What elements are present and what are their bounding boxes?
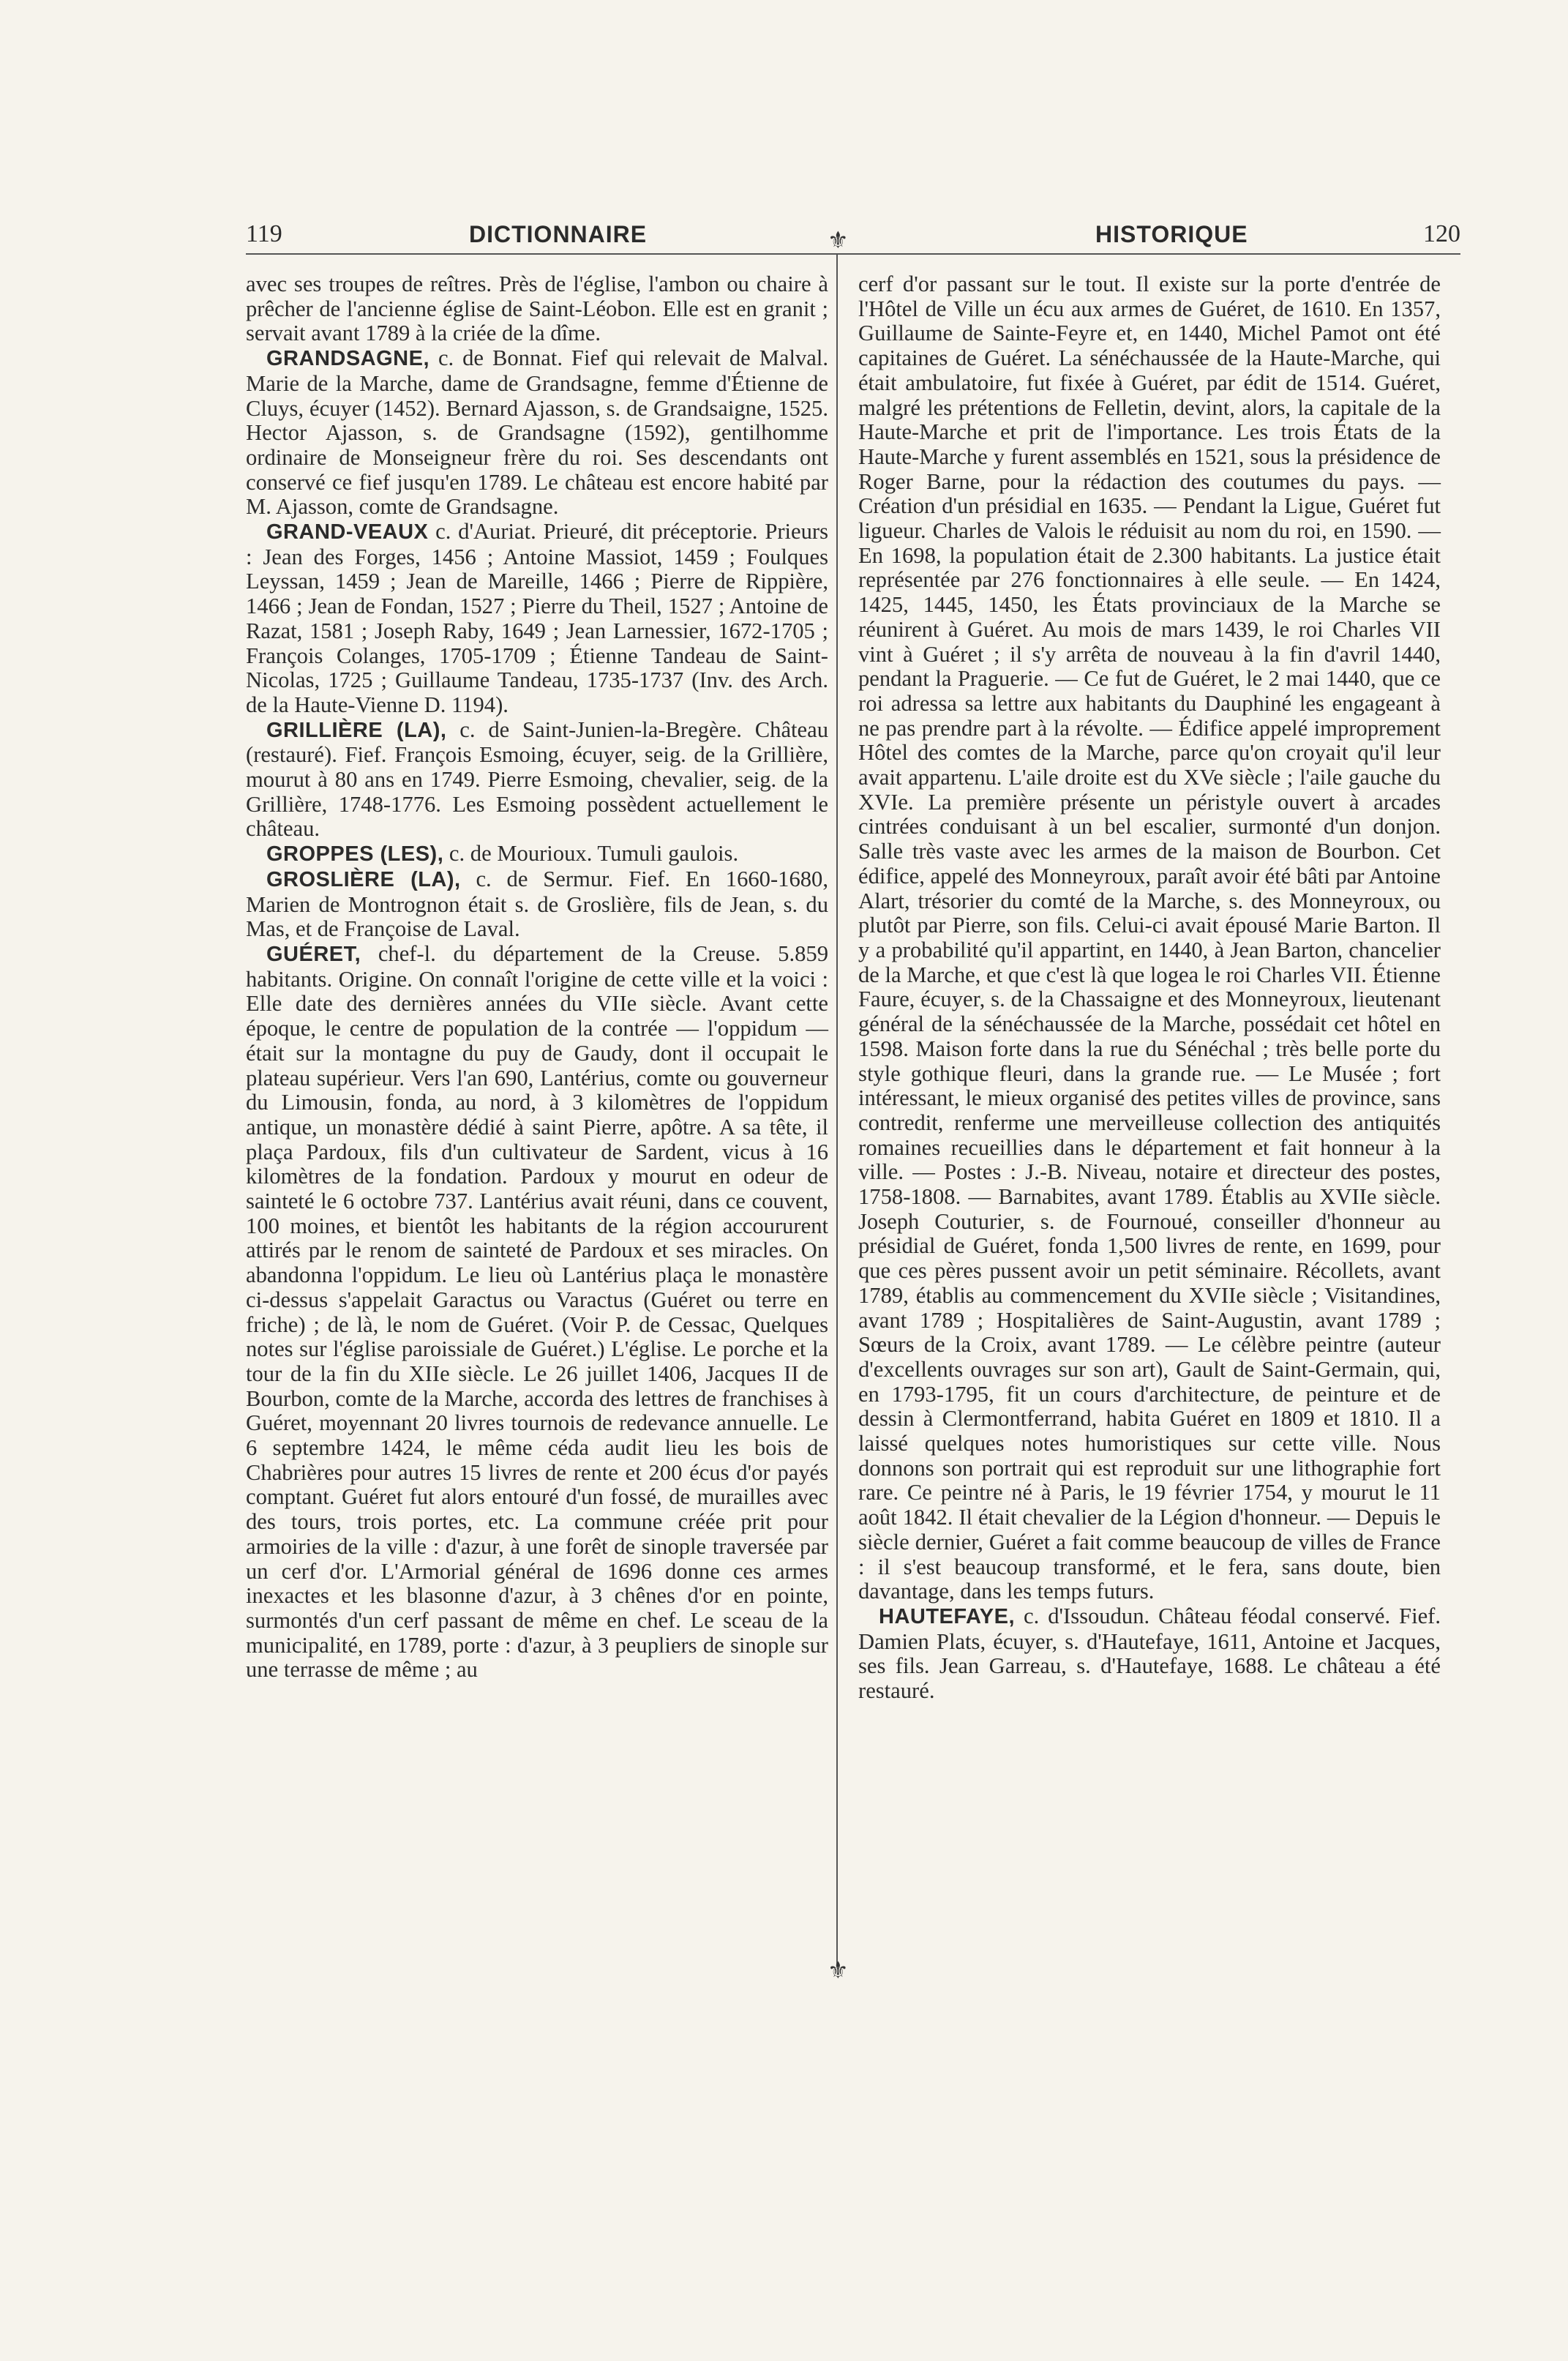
entry-text: c. de Sermur. Fief. En 1660-1680, Marien de Montrognon était s. de Groslière, fils de Jean, s. du Mas, et de Françoise de Laval.: [246, 866, 828, 942]
left-continuation-text: avec ses troupes de reîtres. Près de l'église, l'ambon ou chaire à prêcher de l'ancienne église de Saint-Léobon. Elle est en granit ; servait avant 1789 à la criée de la dîme.: [246, 272, 828, 346]
page-header: [246, 220, 1460, 249]
fleur-de-lis-ornament-icon: ⚜: [828, 227, 849, 253]
headword: GRANDSAGNE,: [266, 347, 430, 371]
column-divider: [836, 253, 838, 1964]
entry-grilliere: [246, 718, 828, 842]
entry-grand-veaux: [246, 520, 828, 718]
fleur-de-lis-bottom-icon: ⚜: [828, 1957, 849, 1983]
entry-grandsagne: [246, 346, 828, 520]
entry-text: chef-l. du département de la Creuse. 5.859 habitants. Origine. On connaît l'origine de cette ville et la voici : Elle date des dernières années du VIIe siècle. Avant cette époque, le centre de population de la contrée — l'oppidum — était sur la montagne du puy de Gaudy, dont il occupait le plateau supérieur. Vers l'an 690, Lantérius, comte ou gouverneur du Limousin, fonda, au nord, à 3 kilomètres de l'oppidum antique, un monastère dédié à saint Pierre, apôtre. A sa tête, il plaça Pardoux, fils d'un cultivateur de Sardent, vicus à 16 kilomètres de la fondation. Pardoux y mourut en odeur de sainteté le 6 octobre 737. Lantérius avait réuni, dans ce couvent, 100 moines, et bientôt les habitants de la région accoururent attirés par le renom de sainteté de Pardoux et ses miracles. On abandonna l'oppidum. Le lieu où Lantérius plaça le monastère ci-dessus s'appelait Garactus ou Varactus (Guéret ou terre en friche) ; de là, le nom de Guéret. (Voir P. de Cessac, Quelques notes sur l'église paroissiale de Guéret.) L'église. Le porche et la tour de la fin du XIIe siècle. Le 26 juillet 1406, Jacques II de Bourbon, comte de la Marche, accorda des lettres de franchises à Guéret, moyennant 20 livres tournois de redevance annuelle. Le 6 septembre 1424, le même céda audit lieu les bois de Chabrières pour autres 15 livres de rente et 200 écus d'or payés comptant. Guéret fut alors entouré d'un fossé, de murailles avec des tours, trois portes, etc. La commune créée prit pour armoiries de la ville : d'azur, à une forêt de sinople traversée par un cerf d'or. L'Armorial général de 1696 donne ces armes inexactes et les blasonne d'azur, à 3 chênes d'or en pointe, surmontés d'un cerf passant de même en chef. Le sceau de la municipalité, en 1789, porte : d'azur, à 3 peupliers de sinople sur une terrasse de même ; au: [246, 940, 828, 1683]
header-rule: [246, 253, 1460, 255]
entry-hautefaye: [858, 1604, 1441, 1704]
entry-groppes: [246, 842, 828, 867]
headword: HAUTEFAYE,: [879, 1604, 1016, 1628]
headword: GRAND-VEAUX: [266, 520, 429, 545]
headword: GROPPES (LES),: [266, 842, 444, 867]
entry-text: c. de Bonnat. Fief qui relevait de Malval. Marie de la Marche, dame de Grandsagne, femme d'Étienne de Cluys, écuyer (1452). Bernard Ajasson, s. de Grandsaigne, 1525. Hector Ajasson, s. de Grandsagne (1592), gentilhomme ordinaire de Monseigneur frère du roi. Ses descendants ont conservé ce fief jusqu'en 1789. Le château est encore habité par M. Ajasson, comte de Grandsagne.: [246, 345, 828, 520]
entry-text: c. de Mourioux. Tumuli gaulois.: [443, 841, 739, 867]
left-column: [246, 272, 828, 1683]
headword: GUÉRET,: [266, 942, 361, 966]
entry-text: c. d'Issoudun. Château féodal conservé. Fief. Damien Plats, écuyer, s. d'Hautefaye, 1611, Antoine et Jacques, ses fils. Jean Garreau, s. d'Hautefaye, 1688. Le château a été restauré.: [858, 1603, 1441, 1704]
right-page-number: 120: [1423, 220, 1460, 247]
left-page-number: 119: [246, 220, 282, 247]
right-column: [858, 272, 1441, 1704]
right-running-title: HISTORIQUE: [1095, 221, 1248, 247]
entry-text: c. de Saint-Junien-la-Bregère. Château (restauré). Fief. François Esmoing, écuyer, seig. de la Grillière, mourut à 80 ans en 1749. Pierre Esmoing, chevalier, seig. de la Grillière, 1748-1776. Les Esmoing possèdent actuellement le château.: [246, 716, 828, 842]
headword: GRILLIÈRE (LA),: [266, 718, 447, 742]
entry-gueret: [246, 942, 828, 1683]
right-continuation-text: cerf d'or passant sur le tout. Il existe sur la porte d'entrée de l'Hôtel de Ville un écu aux armes de Guéret, de 1610. En 1357, Guillaume de Sainte-Feyre et, en 1440, Michel Pamot ont été capitaines de Guéret. La sénéchaussée de la Haute-Marche, qui était ambulatoire, fut fixée à Guéret, par édit de 1514. Guéret, malgré les prétentions de Felletin, devint, alors, la capitale de la Haute-Marche et prit de l'importance. Les trois États de la Haute-Marche y furent assemblés en 1521, sous la présidence de Roger Barne, pour la rédaction des coutumes du pays. — Création d'un présidial en 1635. — Pendant la Ligue, Guéret fut ligueur. Charles de Valois le réduisit au nom du roi, en 1590. — En 1698, la population était de 2.300 habitants. La justice était représentée par 276 fonctionnaires à elle seule. — En 1424, 1425, 1445, 1450, les États provinciaux de la Marche se réunirent à Guéret. Au mois de mars 1439, le roi Charles VII vint à Guéret ; il s'y arrêta de nouveau à la fin d'avril 1440, pendant la Praguerie. — Ce fut de Guéret, le 2 mai 1440, que ce roi adressa sa lettre aux habitants du Dauphiné les engageant à ne pas prendre part à la révolte. — Édifice appelé improprement Hôtel des comtes de la Marche, parce qu'on croyait qu'il leur avait appartenu. L'aile droite est du XVe siècle ; l'aile gauche du XVIe. La première présente un péristyle ouvert à arcades cintrées conduisant à un bel escalier, surmonté d'un donjon. Salle très vaste avec les armes de la maison de Bourbon. Cet édifice, appelé des Monneyroux, paraît avoir été bâti par Antoine Alart, trésorier du comté de la Marche, s. des Monneyroux, ou plutôt par Pierre, son fils. Celui-ci avait épousé Marie Barton. Il y a probabilité qu'il appartint, en 1440, à Jean Barton, chancelier de la Marche, et que c'est là que logea le roi Charles VII. Étienne Faure, écuyer, s. de la Chassaigne et des Monneyroux, lieutenant général de la sénéchaussée de la Marche, possédait cet hôtel en 1598. Maison forte dans la rue du Sénéchal ; très belle porte du style gothique fleuri, dans la grande rue. — Le Musée ; fort intéressant, le mieux organisé des petites villes de province, sans contredit, renferme une merveilleuse collection des antiquités romaines recueillies dans le département et fait honneur à la ville. — Postes : J.-B. Niveau, notaire et directeur des postes, 1758-1808. — Barnabites, avant 1789. Établis au XVIIe siècle. Joseph Couturier, s. de Fournoué, conseiller d'honneur au présidial de Guéret, fonda 1,500 livres de rente, en 1699, pour que ces pères pussent avoir un petit séminaire. Récollets, avant 1789, établis au commencement du XVIIe siècle ; Visitandines, avant 1789 ; Hospitalières de Saint-Augustin, avant 1789 ; Sœurs de la Croix, avant 1789. — Le célèbre peintre (auteur d'excellents ouvrages sur son art), Gault de Saint-Germain, qui, en 1793-1795, fit un cours d'architecture, de peinture et de dessin à Clermontferrand, habita Guéret en 1809 et 1810. Il a laissé quelques notes humoristiques sur cette ville. Nous donnons son portrait qui est reproduit sur une lithographie fort rare. Ce peintre né à Paris, le 19 février 1754, y mourut le 11 août 1842. Il était chevalier de la Légion d'honneur. — Depuis le siècle dernier, Guéret a fait comme beaucoup de villes de France : il s'est beaucoup transformé, et le fera, sans doute, bien davantage, dans les temps futurs.: [858, 272, 1441, 1604]
headword: GROSLIÈRE (LA),: [266, 867, 461, 891]
left-running-title: DICTIONNAIRE: [469, 221, 648, 247]
entry-grosliere: [246, 867, 828, 942]
entry-text: c. d'Auriat. Prieuré, dit préceptorie. Prieurs : Jean des Forges, 1456 ; Antoine Massiot, 1459 ; Foulques Leyssan, 1459 ; Jean de Mareille, 1466 ; Pierre de Rippière, 1466 ; Jean de Fondan, 1527 ; Pierre du Theil, 1527 ; Antoine de Razat, 1581 ; Joseph Raby, 1649 ; Jean Larnessier, 1672-1705 ; François Colanges, 1705-1709 ; Étienne Tandeau de Saint-Nicolas, 1725 ; Guillaume Tandeau, 1735-1737 (Inv. des Arch. de la Haute-Vienne D. 1194).: [246, 519, 828, 717]
